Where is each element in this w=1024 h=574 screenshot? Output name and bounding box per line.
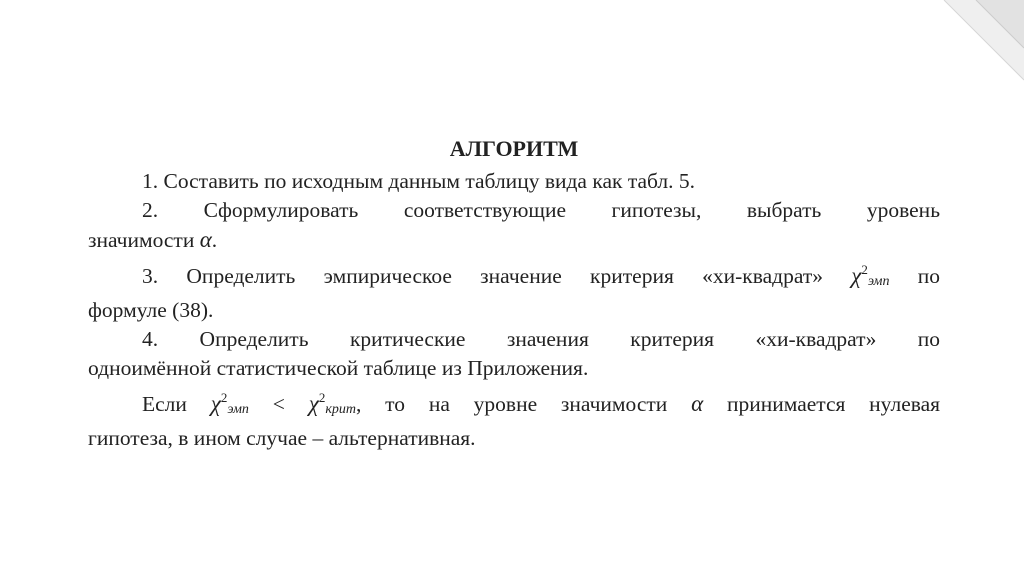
- step-2-line-2: значимости α.: [88, 227, 218, 252]
- step-3-line-2: формуле (38).: [88, 298, 214, 322]
- step-2-line-1: 2. Сформулировать соответствующие гипотезы, выбрать уровень: [142, 198, 940, 222]
- step-1: 1. Составить по исходным данным таблицу вида как табл. 5.: [142, 169, 696, 193]
- alpha-symbol-2: α: [691, 391, 704, 416]
- decision-rule-line-2: гипотеза, в ином случае – альтернативная.: [88, 426, 476, 450]
- step-3-line-1: 3. Определить эмпирическое значение критерия «хи-квадрат» $\chi^2эмп$ по: [142, 262, 940, 289]
- chi-krit-symbol: $\chi^2крит$: [308, 390, 356, 417]
- chi-emp-symbol-2: $\chi^2эмп$: [210, 390, 249, 417]
- step-4-line-1: 4. Определить критические значения критерия «хи-квадрат» по: [142, 327, 940, 351]
- alpha-symbol: α: [199, 227, 212, 252]
- decision-rule-line-1: Если $\chi^2эмп$ < $\chi^2крит$, то на уровне значимости α принимается нулевая: [142, 390, 941, 417]
- step-4-line-2: одноимённой статистической таблице из Приложения.: [88, 356, 589, 380]
- page-title: АЛГОРИТМ: [449, 136, 579, 161]
- chi-emp-symbol: $\chi^2эмп$: [851, 262, 890, 289]
- corner-decoration: [914, 0, 1024, 110]
- algorithm-text: [88, 132, 940, 453]
